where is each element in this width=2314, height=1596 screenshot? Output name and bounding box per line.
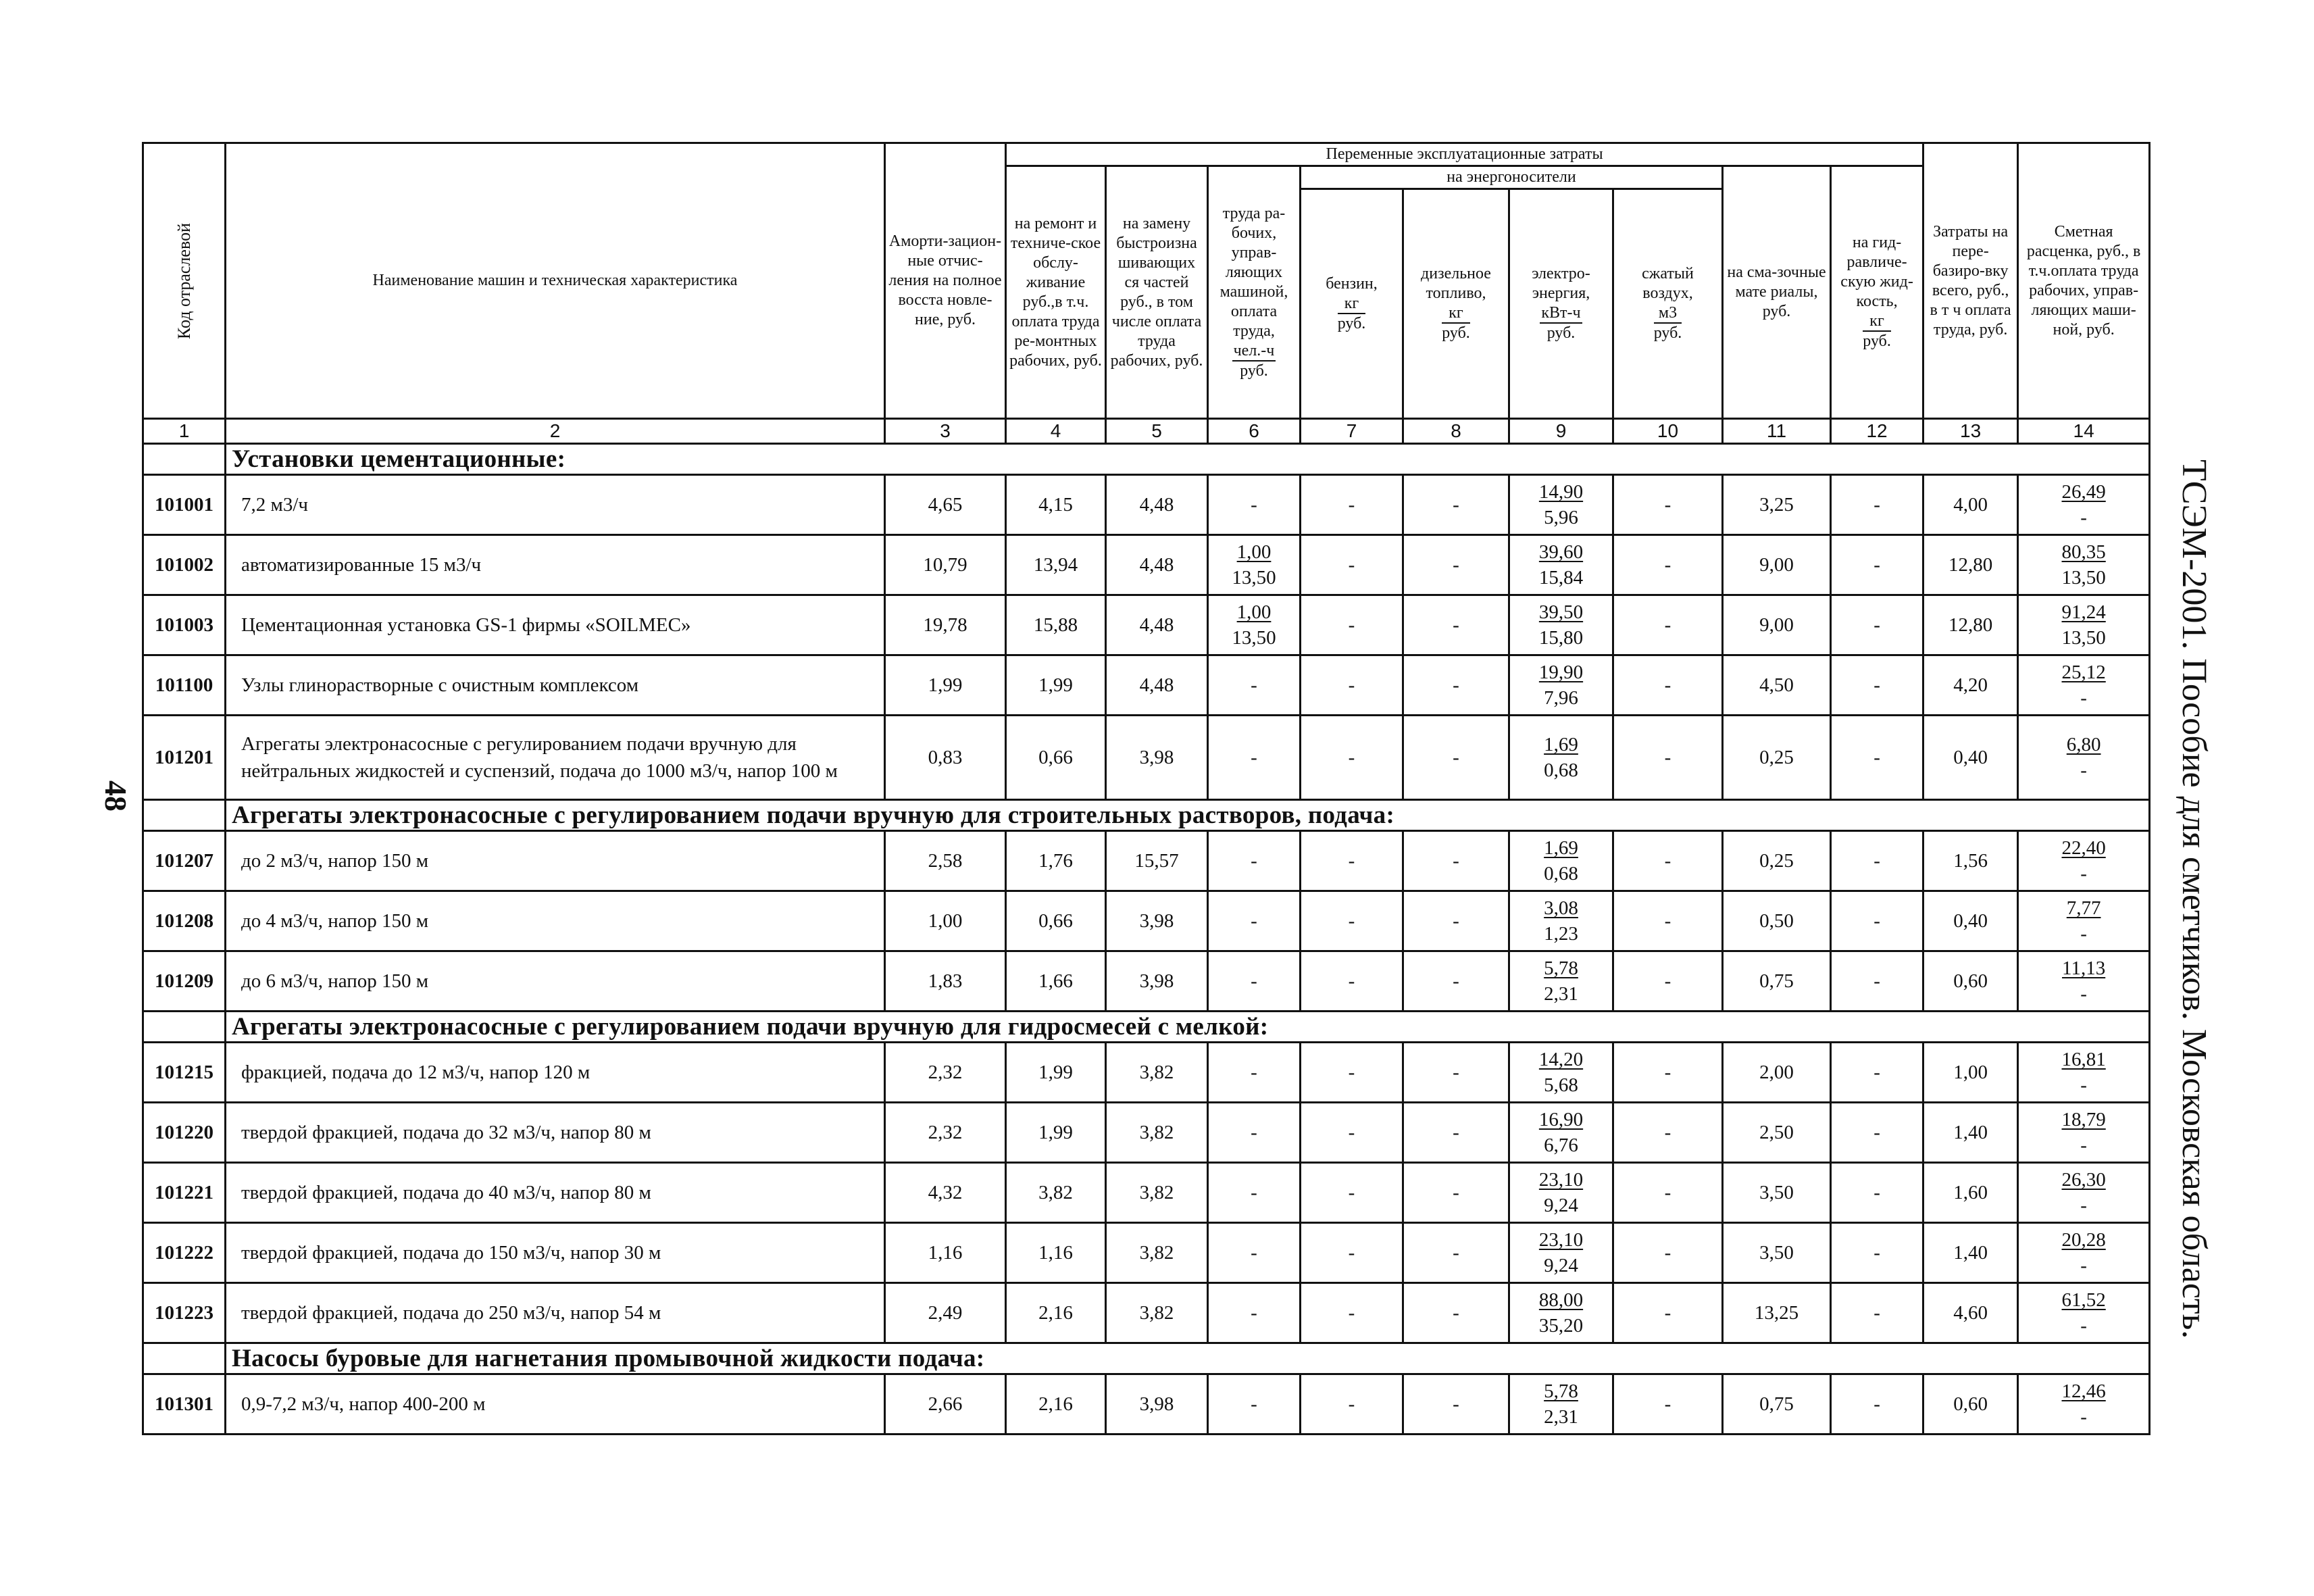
table-cell: 101220 [143,1103,226,1163]
table-row [143,535,2150,595]
table-cell: твердой фракцией, подача до 150 м3/ч, напор 30 м [226,1223,885,1283]
header-replacement: на замену быстроизна шивающих ся частей руб., в том числе оплата труда рабочих, руб. [1106,166,1208,419]
table-cell: 101201 [143,716,226,800]
table-cell: - [1613,535,1723,595]
table-cell: автоматизированные 15 м3/ч [226,535,885,595]
table-cell-fraction: $\frac{14,90}{5,96}$ [1509,475,1613,535]
table-cell-fraction: $\frac{1,69}{0,68}$ [1509,831,1613,891]
table-cell: - [1403,475,1509,535]
table-cell-fraction: $\frac{39,60}{15,84}$ [1509,535,1613,595]
table-cell: 3,82 [1106,1163,1208,1223]
table-cell-fraction: $\frac{12,46}{-}$ [2018,1374,2150,1435]
table-cell-fraction: $\frac{23,10}{9,24}$ [1509,1223,1613,1283]
header-estimate: Сметная расценка, руб., в т.ч.оплата труда рабочих, управ-ляющих маши- ной, руб. [2018,143,2150,419]
table-cell: - [1301,891,1403,951]
table-cell: 4,48 [1106,655,1208,716]
table-cell: 0,25 [1723,831,1831,891]
rates-table-container [142,142,2148,1435]
table-cell: - [1613,1163,1723,1223]
table-cell: - [1613,831,1723,891]
table-cell: твердой фракцией, подача до 250 м3/ч, напор 54 м [226,1283,885,1343]
table-cell: - [1301,1103,1403,1163]
column-number: 5 [1106,419,1208,444]
table-cell: 1,40 [1923,1223,2018,1283]
table-cell: 0,60 [1923,1374,2018,1435]
table-row [143,831,2150,891]
column-number: 8 [1403,419,1509,444]
table-cell: 4,60 [1923,1283,2018,1343]
table-cell-fraction: $\frac{14,20}{5,68}$ [1509,1043,1613,1103]
table-cell: - [1301,1163,1403,1223]
table-cell: - [1301,1283,1403,1343]
header-energy: на энергоносители [1301,166,1723,189]
table-cell-fraction: $\frac{1,69}{0,68}$ [1509,716,1613,800]
table-cell: - [1403,595,1509,655]
table-cell: 2,66 [885,1374,1006,1435]
table-cell-fraction: $\frac{7,77}{-}$ [2018,891,2150,951]
table-cell: 1,00 [885,891,1006,951]
table-cell: 2,16 [1006,1283,1106,1343]
table-cell-fraction: $\frac{16,81}{-}$ [2018,1043,2150,1103]
section-title: Агрегаты электронасосные с регулированием подачи вручную для строительных растворов, подача: [226,800,2150,831]
side-title: ТСЭМ-2001. Пособие для сметчиков. Московская область. [2175,459,2213,1339]
section-row [143,1012,2150,1043]
table-cell: - [1613,1374,1723,1435]
table-cell: - [1301,535,1403,595]
column-number: 9 [1509,419,1613,444]
page-number: 48 [99,780,133,812]
table-cell: - [1613,951,1723,1012]
header-relocation: Затраты на пере-базиро-вку всего, руб., в т ч оплата труда, руб. [1923,143,2018,419]
table-cell-fraction: $\frac{16,90}{6,76}$ [1509,1103,1613,1163]
table-cell: - [1613,475,1723,535]
table-cell: 13,94 [1006,535,1106,595]
table-cell: 0,50 [1723,891,1831,951]
table-cell-fraction: $\frac{11,13}{-}$ [2018,951,2150,1012]
table-cell: 1,40 [1923,1103,2018,1163]
table-cell: - [1403,655,1509,716]
table-cell: 101215 [143,1043,226,1103]
table-cell: - [1403,1043,1509,1103]
table-cell: 101100 [143,655,226,716]
table-cell: - [1613,716,1723,800]
table-cell: - [1403,1374,1509,1435]
table-cell [143,444,226,475]
table-cell-fraction: $\frac{19,90}{7,96}$ [1509,655,1613,716]
table-cell-fraction: $\frac{26,49}{-}$ [2018,475,2150,535]
table-cell: 13,25 [1723,1283,1831,1343]
table-cell: 2,58 [885,831,1006,891]
section-row [143,1343,2150,1374]
table-cell: - [1403,1103,1509,1163]
table-cell: 2,16 [1006,1374,1106,1435]
table-cell: - [1613,1103,1723,1163]
table-cell: до 6 м3/ч, напор 150 м [226,951,885,1012]
table-cell: 1,99 [1006,1043,1106,1103]
table-row [143,655,2150,716]
table-cell-fraction: $\frac{26,30}{-}$ [2018,1163,2150,1223]
table-cell: - [1208,655,1301,716]
table-cell: 0,75 [1723,1374,1831,1435]
table-cell-fraction: $\frac{5,78}{2,31}$ [1509,951,1613,1012]
table-cell: - [1403,1163,1509,1223]
table-cell: 1,56 [1923,831,2018,891]
table-header [143,143,2150,419]
header-code: Код отраслевой [143,143,226,419]
table-cell: 101209 [143,951,226,1012]
table-body [143,419,2150,1435]
table-cell: 4,20 [1923,655,2018,716]
section-title: Насосы буровые для нагнетания промывочной жидкости подача: [226,1343,2150,1374]
table-cell: 1,60 [1923,1163,2018,1223]
table-cell: твердой фракцией, подача до 32 м3/ч, напор 80 м [226,1103,885,1163]
table-cell: 1,99 [885,655,1006,716]
table-cell: - [1403,1283,1509,1343]
table-cell: Узлы глинорастворные с очистным комплексом [226,655,885,716]
column-number: 10 [1613,419,1723,444]
table-cell: - [1613,891,1723,951]
header-electricity: электро-энергия, кВт-ч руб. [1509,189,1613,419]
table-cell: - [1301,1043,1403,1103]
table-cell: - [1208,1163,1301,1223]
table-cell: Агрегаты электронасосные с регулированием подачи вручную для нейтральных жидкостей и суспензий, подача до 1000 м3/ч, напор 100 м [226,716,885,800]
table-cell: 3,50 [1723,1163,1831,1223]
table-cell: 4,65 [885,475,1006,535]
table-cell: 0,66 [1006,716,1106,800]
table-cell: 2,49 [885,1283,1006,1343]
table-cell: 0,25 [1723,716,1831,800]
table-cell: 9,00 [1723,535,1831,595]
table-cell: 12,80 [1923,535,2018,595]
table-cell: 3,82 [1106,1103,1208,1163]
table-cell-fraction: $\frac{80,35}{13,50}$ [2018,535,2150,595]
header-diesel: дизельное топливо, кг руб. [1403,189,1509,419]
table-cell: 101208 [143,891,226,951]
table-cell-fraction: $\frac{1,00}{13,50}$ [1208,535,1301,595]
table-cell: - [1613,1223,1723,1283]
table-cell: 4,48 [1106,595,1208,655]
table-cell-fraction: $\frac{5,78}{2,31}$ [1509,1374,1613,1435]
table-cell: 1,99 [1006,655,1106,716]
table-cell: 15,88 [1006,595,1106,655]
table-cell: - [1208,1043,1301,1103]
table-cell: - [1403,535,1509,595]
table-cell: - [1613,655,1723,716]
table-cell: - [1831,1374,1923,1435]
table-cell: 3,82 [1106,1223,1208,1283]
table-cell-fraction: $\frac{91,24}{13,50}$ [2018,595,2150,655]
table-cell: 3,82 [1106,1043,1208,1103]
table-cell: - [1613,595,1723,655]
table-cell [143,1012,226,1043]
table-cell: 4,48 [1106,475,1208,535]
table-row [143,1283,2150,1343]
table-cell: 0,40 [1923,716,2018,800]
table-cell: - [1301,1374,1403,1435]
table-cell: - [1831,535,1923,595]
table-cell: до 2 м3/ч, напор 150 м [226,831,885,891]
table-cell: 3,98 [1106,716,1208,800]
column-number: 1 [143,419,226,444]
table-cell: - [1403,831,1509,891]
table-cell-fraction: $\frac{20,28}{-}$ [2018,1223,2150,1283]
table-cell: 7,2 м3/ч [226,475,885,535]
table-cell: 0,83 [885,716,1006,800]
section-row [143,444,2150,475]
table-cell: 3,82 [1006,1163,1106,1223]
table-cell: - [1831,1163,1923,1223]
table-cell: - [1831,475,1923,535]
table-cell: 1,66 [1006,951,1106,1012]
table-cell: 3,82 [1106,1283,1208,1343]
table-cell: 1,99 [1006,1103,1106,1163]
table-cell: 3,25 [1723,475,1831,535]
table-cell: 101001 [143,475,226,535]
table-cell: 1,83 [885,951,1006,1012]
table-cell: 0,40 [1923,891,2018,951]
column-number: 4 [1006,419,1106,444]
table-cell: - [1831,1103,1923,1163]
table-cell: 1,76 [1006,831,1106,891]
table-cell: 101221 [143,1163,226,1223]
table-cell: 2,50 [1723,1103,1831,1163]
table-cell: твердой фракцией, подача до 40 м3/ч, напор 80 м [226,1163,885,1223]
table-cell-fraction: $\frac{6,80}{-}$ [2018,716,2150,800]
table-row [143,1374,2150,1435]
table-cell-fraction: $\frac{25,12}{-}$ [2018,655,2150,716]
table-cell: 0,60 [1923,951,2018,1012]
table-cell: 3,98 [1106,1374,1208,1435]
machine-rates-table [142,142,2150,1435]
header-name: Наименование машин и техническая характеристика [226,143,885,419]
table-cell: 0,9-7,2 м3/ч, напор 400-200 м [226,1374,885,1435]
section-row [143,800,2150,831]
table-cell: - [1831,716,1923,800]
column-number: 14 [2018,419,2150,444]
table-cell: 4,48 [1106,535,1208,595]
column-number: 12 [1831,419,1923,444]
column-number: 2 [226,419,885,444]
table-cell: - [1301,655,1403,716]
table-cell: 4,50 [1723,655,1831,716]
table-cell: - [1301,595,1403,655]
header-compressed-air: сжатый воздух, м3 руб. [1613,189,1723,419]
header-variable-costs: Переменные эксплуатационные затраты [1006,143,1923,166]
table-cell: - [1403,951,1509,1012]
column-number-row [143,419,2150,444]
table-cell: 4,32 [885,1163,1006,1223]
table-cell: - [1831,1223,1923,1283]
table-cell: фракцией, подача до 12 м3/ч, напор 120 м [226,1043,885,1103]
table-cell: до 4 м3/ч, напор 150 м [226,891,885,951]
table-cell: - [1208,475,1301,535]
header-amortization: Аморти-зацион-ные отчис-ления на полное восста новле-ние, руб. [885,143,1006,419]
table-cell: - [1208,891,1301,951]
table-row [143,891,2150,951]
header-lubricants: на сма-зочные мате риалы, руб. [1723,166,1831,419]
table-cell: 2,00 [1723,1043,1831,1103]
column-number: 3 [885,419,1006,444]
header-repair: на ремонт и техниче-ское обслу-живание руб.,в т.ч. оплата труда ре-монтных рабочих, руб. [1006,166,1106,419]
table-cell: 101222 [143,1223,226,1283]
column-number: 13 [1923,419,2018,444]
table-cell: - [1831,831,1923,891]
table-cell-fraction: $\frac{3,08}{1,23}$ [1509,891,1613,951]
table-cell-fraction: $\frac{39,50}{15,80}$ [1509,595,1613,655]
column-number: 11 [1723,419,1831,444]
section-title: Установки цементационные: [226,444,2150,475]
table-cell: 2,32 [885,1103,1006,1163]
table-cell: - [1208,951,1301,1012]
table-cell: - [1301,475,1403,535]
table-cell: 15,57 [1106,831,1208,891]
table-cell: - [1613,1043,1723,1103]
table-cell: - [1301,951,1403,1012]
table-cell-fraction: $\frac{22,40}{-}$ [2018,831,2150,891]
table-cell: - [1831,655,1923,716]
table-cell-fraction: $\frac{61,52}{-}$ [2018,1283,2150,1343]
table-row [143,1043,2150,1103]
table-cell: 0,75 [1723,951,1831,1012]
table-cell: - [1831,1043,1923,1103]
table-cell: 101207 [143,831,226,891]
table-cell: - [1403,1223,1509,1283]
table-cell [143,800,226,831]
table-row [143,1223,2150,1283]
table-cell: - [1208,1223,1301,1283]
table-cell: 3,98 [1106,891,1208,951]
table-cell: - [1301,716,1403,800]
table-cell: 101223 [143,1283,226,1343]
table-cell: - [1831,595,1923,655]
table-cell: - [1301,1223,1403,1283]
column-number: 7 [1301,419,1403,444]
table-cell: - [1301,831,1403,891]
table-cell: 4,15 [1006,475,1106,535]
table-cell: 1,16 [885,1223,1006,1283]
table-cell: - [1208,1103,1301,1163]
table-cell: 3,98 [1106,951,1208,1012]
column-number: 6 [1208,419,1301,444]
table-cell-fraction: $\frac{18,79}{-}$ [2018,1103,2150,1163]
table-cell: 10,79 [885,535,1006,595]
table-cell: 2,32 [885,1043,1006,1103]
table-cell: - [1208,716,1301,800]
table-cell: 19,78 [885,595,1006,655]
table-cell-fraction: $\frac{1,00}{13,50}$ [1208,595,1301,655]
table-cell: 4,00 [1923,475,2018,535]
table-cell: - [1403,716,1509,800]
table-row [143,595,2150,655]
table-cell-fraction: $\frac{23,10}{9,24}$ [1509,1163,1613,1223]
table-row [143,716,2150,800]
table-row [143,475,2150,535]
header-petrol: бензин, кг руб. [1301,189,1403,419]
table-cell: - [1831,891,1923,951]
table-cell: 3,50 [1723,1223,1831,1283]
table-cell: 101003 [143,595,226,655]
table-cell: - [1208,1283,1301,1343]
header-hydraulic: на гид-равличе-скую жид-кость, кг руб. [1831,166,1923,419]
table-row [143,1163,2150,1223]
table-cell: 1,16 [1006,1223,1106,1283]
table-cell: 0,66 [1006,891,1106,951]
table-row [143,1103,2150,1163]
header-labor: труда ра-бочих, управ-ляющих машиной, оплата труда, чел.-ч руб. [1208,166,1301,419]
table-cell: 101301 [143,1374,226,1435]
table-cell: - [1613,1283,1723,1343]
table-cell: - [1831,951,1923,1012]
table-cell: 12,80 [1923,595,2018,655]
table-cell: 101002 [143,535,226,595]
table-row [143,951,2150,1012]
table-cell: 9,00 [1723,595,1831,655]
table-cell: - [1831,1283,1923,1343]
table-cell: Цементационная установка GS-1 фирмы «SOILMEC» [226,595,885,655]
table-cell-fraction: $\frac{88,00}{35,20}$ [1509,1283,1613,1343]
table-cell [143,1343,226,1374]
table-cell: 1,00 [1923,1043,2018,1103]
table-cell: - [1208,1374,1301,1435]
table-cell: - [1403,891,1509,951]
table-cell: - [1208,831,1301,891]
section-title: Агрегаты электронасосные с регулированием подачи вручную для гидросмесей с мелкой: [226,1012,2150,1043]
